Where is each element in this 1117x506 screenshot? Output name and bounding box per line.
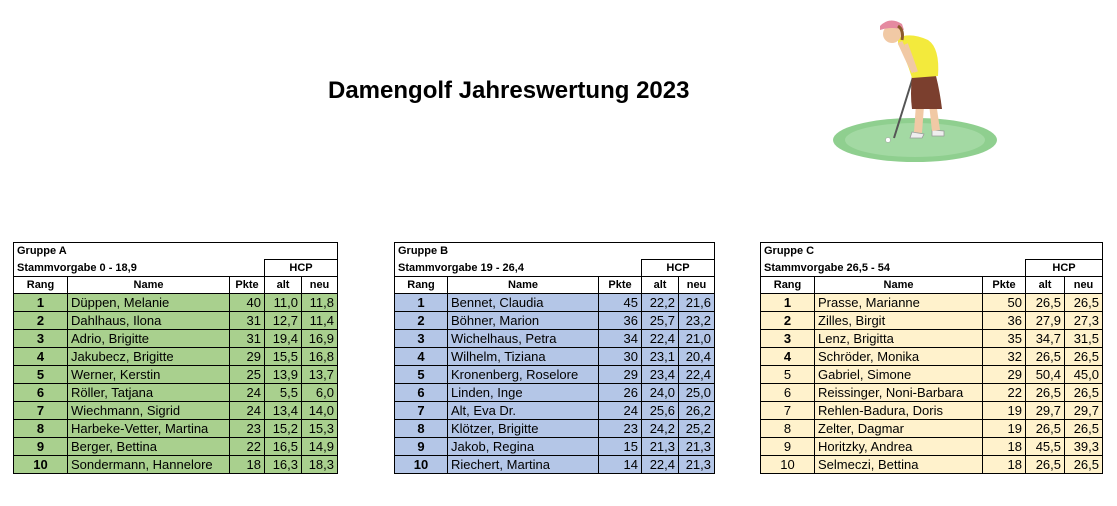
name-cell: Linden, Inge (448, 384, 599, 402)
table-row (14, 438, 338, 456)
name-cell: Adrio, Brigitte (68, 330, 230, 348)
points-cell: 31 (230, 312, 265, 330)
hcp-old-cell: 25,7 (642, 312, 679, 330)
rank-cell: 1 (395, 294, 448, 312)
group-b-name: Gruppe B (395, 243, 715, 260)
hcp-old-cell: 5,5 (265, 384, 302, 402)
hcp-old-cell: 15,2 (265, 420, 302, 438)
hcp-old-cell: 26,5 (1026, 456, 1065, 474)
rank-cell: 2 (14, 312, 68, 330)
name-cell: Bennet, Claudia (448, 294, 599, 312)
hcp-new-cell: 13,7 (302, 366, 338, 384)
name-cell: Wilhelm, Tiziana (448, 348, 599, 366)
points-cell: 31 (230, 330, 265, 348)
hcp-old-cell: 21,3 (642, 438, 679, 456)
hcp-new-cell: 21,3 (679, 456, 715, 474)
points-cell: 26 (599, 384, 642, 402)
name-cell: Zilles, Birgit (815, 312, 983, 330)
table-row (761, 456, 1103, 474)
hcp-new-cell: 15,3 (302, 420, 338, 438)
rank-cell: 4 (761, 348, 815, 366)
hcp-new-cell: 11,4 (302, 312, 338, 330)
points-header: Pkte (230, 277, 265, 294)
hcp-old-cell: 23,4 (642, 366, 679, 384)
table-row (395, 294, 715, 312)
hcp-new-cell: 21,0 (679, 330, 715, 348)
rank-cell: 10 (14, 456, 68, 474)
page-title: Damengolf Jahreswertung 2023 (328, 77, 690, 104)
points-cell: 22 (983, 384, 1026, 402)
rank-cell: 8 (395, 420, 448, 438)
name-cell: Lenz, Brigitta (815, 330, 983, 348)
hcp-new-cell: 29,7 (1065, 402, 1103, 420)
rank-cell: 1 (761, 294, 815, 312)
hcp-new-header: neu (679, 277, 715, 294)
table-row (395, 366, 715, 384)
name-cell: Röller, Tatjana (68, 384, 230, 402)
points-cell: 14 (599, 456, 642, 474)
table-row (761, 384, 1103, 402)
table-row (761, 294, 1103, 312)
points-cell: 18 (230, 456, 265, 474)
rank-cell: 5 (395, 366, 448, 384)
points-cell: 22 (230, 438, 265, 456)
hcp-old-cell: 34,7 (1026, 330, 1065, 348)
rank-cell: 10 (761, 456, 815, 474)
hcp-new-cell: 26,2 (679, 402, 715, 420)
hcp-new-cell: 26,5 (1065, 456, 1103, 474)
name-cell: Wiechmann, Sigrid (68, 402, 230, 420)
name-cell: Harbeke-Vetter, Martina (68, 420, 230, 438)
hcp-new-cell: 31,5 (1065, 330, 1103, 348)
hcp-old-cell: 26,5 (1026, 348, 1065, 366)
points-cell: 24 (599, 402, 642, 420)
points-cell: 25 (230, 366, 265, 384)
hcp-new-cell: 11,8 (302, 294, 338, 312)
hcp-new-cell: 16,8 (302, 348, 338, 366)
table-row (761, 312, 1103, 330)
rank-cell: 7 (14, 402, 68, 420)
name-cell: Horitzky, Andrea (815, 438, 983, 456)
name-cell: Schröder, Monika (815, 348, 983, 366)
table-row (761, 420, 1103, 438)
name-cell: Wichelhaus, Petra (448, 330, 599, 348)
hcp-old-cell: 13,9 (265, 366, 302, 384)
rank-cell: 9 (761, 438, 815, 456)
table-row (761, 366, 1103, 384)
hcp-new-cell: 23,2 (679, 312, 715, 330)
hcp-new-cell: 39,3 (1065, 438, 1103, 456)
hcp-old-cell: 25,6 (642, 402, 679, 420)
hcp-new-cell: 21,6 (679, 294, 715, 312)
table-row (395, 438, 715, 456)
table-row (395, 456, 715, 474)
table-row (14, 294, 338, 312)
name-cell: Klötzer, Brigitte (448, 420, 599, 438)
hcp-old-cell: 11,0 (265, 294, 302, 312)
rank-cell: 5 (14, 366, 68, 384)
points-cell: 29 (230, 348, 265, 366)
points-cell: 29 (599, 366, 642, 384)
group-b-hcp-header: HCP (642, 260, 715, 277)
rank-cell: 4 (14, 348, 68, 366)
hcp-new-cell: 27,3 (1065, 312, 1103, 330)
hcp-new-cell: 16,9 (302, 330, 338, 348)
table-row (761, 438, 1103, 456)
table-row (14, 384, 338, 402)
table-row (395, 420, 715, 438)
points-cell: 45 (599, 294, 642, 312)
name-header: Name (448, 277, 599, 294)
name-cell: Selmeczi, Bettina (815, 456, 983, 474)
name-cell: Berger, Bettina (68, 438, 230, 456)
hcp-new-cell: 6,0 (302, 384, 338, 402)
hcp-old-header: alt (1026, 277, 1065, 294)
table-row (14, 420, 338, 438)
hcp-old-cell: 24,2 (642, 420, 679, 438)
hcp-old-cell: 12,7 (265, 312, 302, 330)
hcp-old-cell: 22,4 (642, 456, 679, 474)
group-b-table (394, 242, 715, 474)
group-a-range: Stammvorgabe 0 - 18,9 (14, 260, 265, 277)
name-cell: Reissinger, Noni-Barbara (815, 384, 983, 402)
points-cell: 36 (599, 312, 642, 330)
rank-cell: 2 (395, 312, 448, 330)
table-row (395, 312, 715, 330)
points-cell: 50 (983, 294, 1026, 312)
name-cell: Gabriel, Simone (815, 366, 983, 384)
points-cell: 19 (983, 402, 1026, 420)
name-cell: Zelter, Dagmar (815, 420, 983, 438)
hcp-new-cell: 20,4 (679, 348, 715, 366)
hcp-old-cell: 16,5 (265, 438, 302, 456)
rank-cell: 8 (761, 420, 815, 438)
rank-cell: 4 (395, 348, 448, 366)
hcp-old-cell: 23,1 (642, 348, 679, 366)
hcp-new-cell: 26,5 (1065, 384, 1103, 402)
hcp-old-cell: 50,4 (1026, 366, 1065, 384)
points-cell: 24 (230, 402, 265, 420)
rank-cell: 9 (14, 438, 68, 456)
hcp-old-cell: 16,3 (265, 456, 302, 474)
rank-cell: 7 (761, 402, 815, 420)
points-cell: 35 (983, 330, 1026, 348)
table-row (14, 366, 338, 384)
points-cell: 23 (230, 420, 265, 438)
hcp-new-cell: 14,0 (302, 402, 338, 420)
hcp-new-cell: 25,0 (679, 384, 715, 402)
points-cell: 30 (599, 348, 642, 366)
hcp-old-cell: 26,5 (1026, 420, 1065, 438)
name-cell: Werner, Kerstin (68, 366, 230, 384)
hcp-new-cell: 14,9 (302, 438, 338, 456)
hcp-new-cell: 22,4 (679, 366, 715, 384)
hcp-old-cell: 15,5 (265, 348, 302, 366)
golfer-illustration-icon (832, 14, 998, 164)
points-cell: 19 (983, 420, 1026, 438)
group-a-name: Gruppe A (14, 243, 338, 260)
points-header: Pkte (983, 277, 1026, 294)
table-row (14, 348, 338, 366)
group-b-range: Stammvorgabe 19 - 26,4 (395, 260, 642, 277)
hcp-old-cell: 22,4 (642, 330, 679, 348)
hcp-old-cell: 45,5 (1026, 438, 1065, 456)
points-cell: 29 (983, 366, 1026, 384)
points-cell: 15 (599, 438, 642, 456)
table-row (14, 456, 338, 474)
rank-cell: 10 (395, 456, 448, 474)
group-c-hcp-header: HCP (1026, 260, 1103, 277)
rank-cell: 6 (14, 384, 68, 402)
rank-cell: 6 (761, 384, 815, 402)
group-c-range: Stammvorgabe 26,5 - 54 (761, 260, 1026, 277)
group-c-table (760, 242, 1103, 474)
points-cell: 40 (230, 294, 265, 312)
name-header: Name (815, 277, 983, 294)
hcp-new-header: neu (1065, 277, 1103, 294)
hcp-old-cell: 24,0 (642, 384, 679, 402)
hcp-old-header: alt (642, 277, 679, 294)
name-cell: Dahlhaus, Ilona (68, 312, 230, 330)
name-header: Name (68, 277, 230, 294)
table-row (761, 402, 1103, 420)
hcp-old-cell: 29,7 (1026, 402, 1065, 420)
rank-cell: 6 (395, 384, 448, 402)
name-cell: Alt, Eva Dr. (448, 402, 599, 420)
hcp-old-header: alt (265, 277, 302, 294)
hcp-new-cell: 26,5 (1065, 420, 1103, 438)
hcp-new-cell: 25,2 (679, 420, 715, 438)
points-header: Pkte (599, 277, 642, 294)
table-row (14, 312, 338, 330)
hcp-old-cell: 26,5 (1026, 384, 1065, 402)
hcp-new-header: neu (302, 277, 338, 294)
name-cell: Riechert, Martina (448, 456, 599, 474)
rank-header: Rang (14, 277, 68, 294)
hcp-new-cell: 45,0 (1065, 366, 1103, 384)
rank-cell: 1 (14, 294, 68, 312)
points-cell: 34 (599, 330, 642, 348)
table-row (395, 348, 715, 366)
rank-cell: 9 (395, 438, 448, 456)
hcp-new-cell: 21,3 (679, 438, 715, 456)
rank-header: Rang (395, 277, 448, 294)
hcp-new-cell: 26,5 (1065, 294, 1103, 312)
rank-cell: 5 (761, 366, 815, 384)
name-cell: Prasse, Marianne (815, 294, 983, 312)
name-cell: Düppen, Melanie (68, 294, 230, 312)
hcp-new-cell: 26,5 (1065, 348, 1103, 366)
points-cell: 32 (983, 348, 1026, 366)
name-cell: Jakubecz, Brigitte (68, 348, 230, 366)
name-cell: Kronenberg, Roselore (448, 366, 599, 384)
hcp-old-cell: 19,4 (265, 330, 302, 348)
hcp-old-cell: 22,2 (642, 294, 679, 312)
rank-cell: 3 (761, 330, 815, 348)
rank-cell: 2 (761, 312, 815, 330)
rank-header: Rang (761, 277, 815, 294)
points-cell: 18 (983, 456, 1026, 474)
name-cell: Rehlen-Badura, Doris (815, 402, 983, 420)
name-cell: Sondermann, Hannelore (68, 456, 230, 474)
table-row (395, 330, 715, 348)
hcp-new-cell: 18,3 (302, 456, 338, 474)
points-cell: 24 (230, 384, 265, 402)
points-cell: 18 (983, 438, 1026, 456)
rank-cell: 3 (14, 330, 68, 348)
table-row (395, 402, 715, 420)
table-row (761, 348, 1103, 366)
table-row (14, 402, 338, 420)
table-row (761, 330, 1103, 348)
points-cell: 36 (983, 312, 1026, 330)
hcp-old-cell: 27,9 (1026, 312, 1065, 330)
table-row (14, 330, 338, 348)
hcp-old-cell: 13,4 (265, 402, 302, 420)
name-cell: Jakob, Regina (448, 438, 599, 456)
group-c-name: Gruppe C (761, 243, 1103, 260)
table-row (395, 384, 715, 402)
group-a-hcp-header: HCP (265, 260, 338, 277)
points-cell: 23 (599, 420, 642, 438)
group-a-table (13, 242, 338, 474)
rank-cell: 3 (395, 330, 448, 348)
hcp-old-cell: 26,5 (1026, 294, 1065, 312)
name-cell: Böhner, Marion (448, 312, 599, 330)
rank-cell: 7 (395, 402, 448, 420)
rank-cell: 8 (14, 420, 68, 438)
